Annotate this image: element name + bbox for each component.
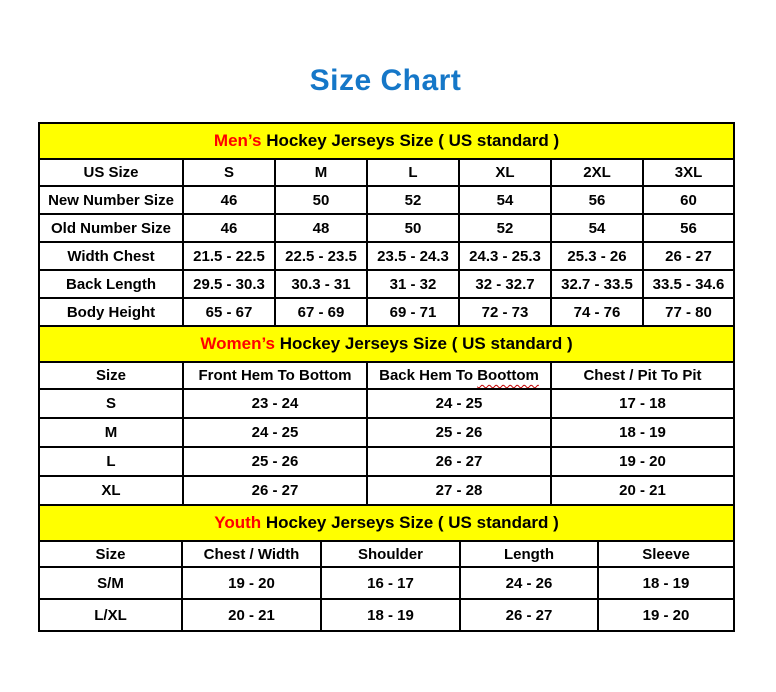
size-value-cell: 26 - 27	[460, 599, 598, 631]
size-value-cell: 48	[275, 214, 367, 242]
heading-highlight: Men’s	[213, 131, 262, 150]
table-row	[39, 242, 734, 270]
misspelled-word: Boottom	[477, 367, 539, 384]
size-value-cell: 26 - 27	[183, 476, 367, 505]
row-label: Width Chest	[39, 242, 183, 270]
size-value-cell: 50	[275, 186, 367, 214]
size-value-cell: 19 - 20	[551, 447, 734, 476]
row-label: Body Height	[39, 298, 183, 326]
size-value-cell: 46	[183, 186, 275, 214]
size-value-cell: 24 - 25	[183, 418, 367, 447]
size-value-cell: 20 - 21	[182, 599, 321, 631]
column-header: Size	[39, 362, 183, 389]
table-row	[39, 298, 734, 326]
size-value-cell: 29.5 - 30.3	[183, 270, 275, 298]
womens-size-table	[38, 325, 735, 506]
size-value-cell: 69 - 71	[367, 298, 459, 326]
column-header: US Size	[39, 159, 183, 186]
table-row	[39, 447, 734, 476]
column-header: Sleeve	[598, 541, 734, 567]
column-header: Chest / Width	[182, 541, 321, 567]
size-value-cell: 32.7 - 33.5	[551, 270, 643, 298]
size-value-cell: 24 - 26	[460, 567, 598, 599]
size-value-cell: 22.5 - 23.5	[275, 242, 367, 270]
table-row	[39, 599, 734, 631]
mens-size-table	[38, 122, 735, 327]
column-header: Shoulder	[321, 541, 460, 567]
size-value-cell: 24.3 - 25.3	[459, 242, 551, 270]
size-value-cell: 19 - 20	[598, 599, 734, 631]
size-value-cell: 26 - 27	[367, 447, 551, 476]
table-row	[39, 389, 734, 418]
column-header: Chest / Pit To Pit	[551, 362, 734, 389]
header-row	[39, 159, 734, 186]
size-value-cell: 20 - 21	[551, 476, 734, 505]
column-header: Front Hem To Bottom	[183, 362, 367, 389]
table-row	[39, 476, 734, 505]
column-header: 3XL	[643, 159, 734, 186]
mens-section-heading	[39, 123, 734, 159]
youth-size-table	[38, 504, 735, 632]
size-value-cell: 32 - 32.7	[459, 270, 551, 298]
size-value-cell: 52	[459, 214, 551, 242]
row-label: New Number Size	[39, 186, 183, 214]
size-value-cell: 72 - 73	[459, 298, 551, 326]
row-label: Back Length	[39, 270, 183, 298]
size-value-cell: 25.3 - 26	[551, 242, 643, 270]
size-value-cell: 33.5 - 34.6	[643, 270, 734, 298]
header-row	[39, 541, 734, 567]
size-value-cell: 46	[183, 214, 275, 242]
row-label: L/XL	[39, 599, 182, 631]
womens-section-heading	[39, 326, 734, 362]
size-value-cell: 18 - 19	[598, 567, 734, 599]
size-value-cell: 23.5 - 24.3	[367, 242, 459, 270]
size-tables-container	[38, 122, 733, 632]
size-value-cell: 18 - 19	[551, 418, 734, 447]
size-value-cell: 26 - 27	[643, 242, 734, 270]
size-value-cell: 16 - 17	[321, 567, 460, 599]
table-row	[39, 567, 734, 599]
size-value-cell: 54	[551, 214, 643, 242]
column-header: Size	[39, 541, 182, 567]
youth-section-heading	[39, 505, 734, 541]
size-value-cell: 25 - 26	[183, 447, 367, 476]
table-row	[39, 186, 734, 214]
column-header: L	[367, 159, 459, 186]
row-label: S	[39, 389, 183, 418]
size-value-cell: 17 - 18	[551, 389, 734, 418]
row-label: M	[39, 418, 183, 447]
size-value-cell: 31 - 32	[367, 270, 459, 298]
column-header: M	[275, 159, 367, 186]
size-value-cell: 25 - 26	[367, 418, 551, 447]
size-value-cell: 27 - 28	[367, 476, 551, 505]
page-title: Size Chart	[309, 64, 462, 97]
heading-highlight: Youth	[214, 513, 262, 532]
column-header: S	[183, 159, 275, 186]
size-value-cell: 74 - 76	[551, 298, 643, 326]
size-value-cell: 56	[551, 186, 643, 214]
size-value-cell: 52	[367, 186, 459, 214]
size-value-cell: 23 - 24	[183, 389, 367, 418]
size-value-cell: 21.5 - 22.5	[183, 242, 275, 270]
size-value-cell: 30.3 - 31	[275, 270, 367, 298]
header-row	[39, 362, 734, 389]
table-row	[39, 418, 734, 447]
row-label: S/M	[39, 567, 182, 599]
row-label: L	[39, 447, 183, 476]
heading-rest: Hockey Jerseys Size ( US standard )	[275, 334, 573, 353]
size-value-cell: 18 - 19	[321, 599, 460, 631]
size-value-cell: 67 - 69	[275, 298, 367, 326]
table-row	[39, 214, 734, 242]
size-value-cell: 50	[367, 214, 459, 242]
size-value-cell: 24 - 25	[367, 389, 551, 418]
size-value-cell: 60	[643, 186, 734, 214]
heading-highlight: Women’s	[200, 334, 275, 353]
size-value-cell: 56	[643, 214, 734, 242]
size-value-cell: 77 - 80	[643, 298, 734, 326]
size-value-cell: 19 - 20	[182, 567, 321, 599]
column-header: XL	[459, 159, 551, 186]
size-value-cell: 54	[459, 186, 551, 214]
column-header: Back Hem To Boottom	[367, 362, 551, 389]
row-label: XL	[39, 476, 183, 505]
heading-rest: Hockey Jerseys Size ( US standard )	[261, 131, 560, 150]
size-value-cell: 65 - 67	[183, 298, 275, 326]
table-row	[39, 270, 734, 298]
column-header: 2XL	[551, 159, 643, 186]
row-label: Old Number Size	[39, 214, 183, 242]
heading-rest: Hockey Jerseys Size ( US standard )	[261, 513, 559, 532]
column-header: Length	[460, 541, 598, 567]
